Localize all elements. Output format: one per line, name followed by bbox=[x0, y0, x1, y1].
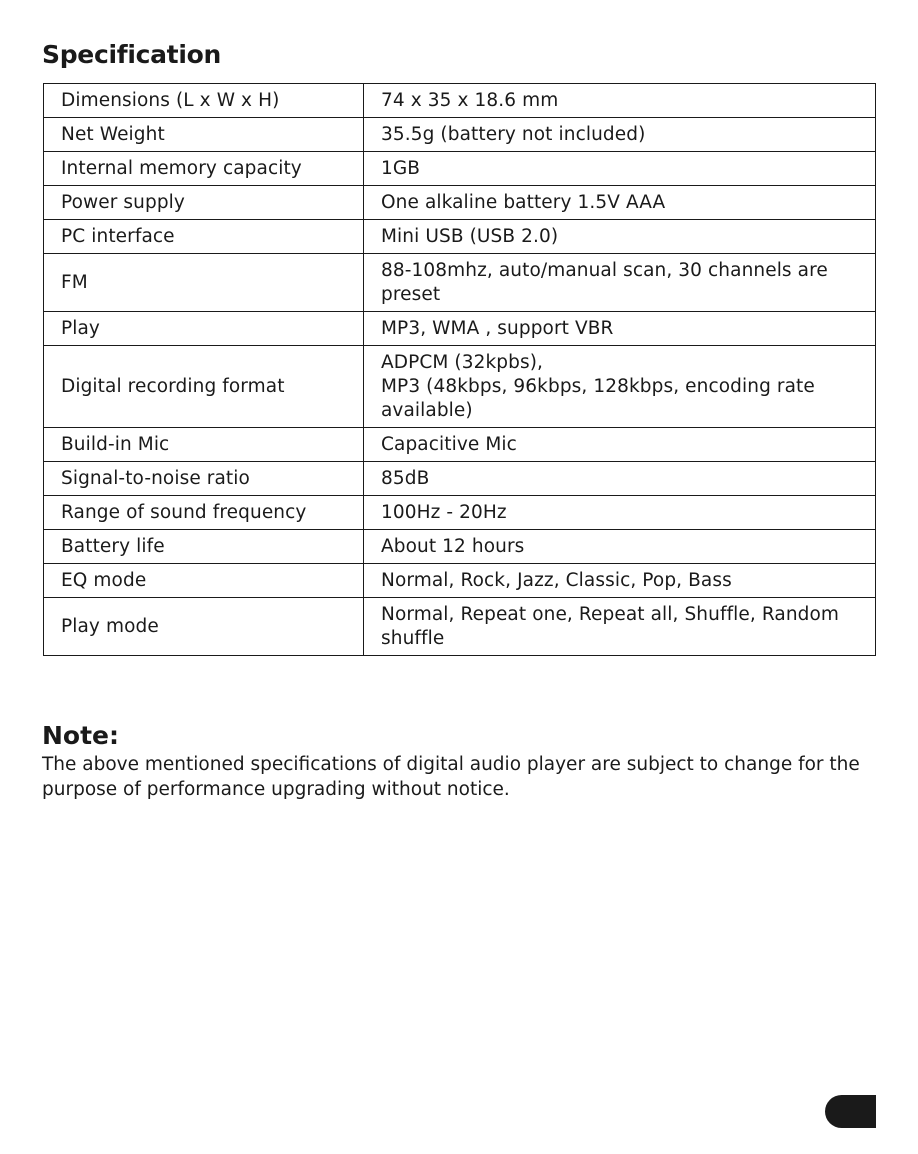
spec-value: 100Hz - 20Hz bbox=[364, 496, 876, 530]
table-row bbox=[44, 254, 876, 312]
spec-value: MP3, WMA , support VBR bbox=[364, 312, 876, 346]
spec-label: Play bbox=[44, 312, 364, 346]
table-row bbox=[44, 118, 876, 152]
spec-value: 88-108mhz, auto/manual scan, 30 channels are preset bbox=[364, 254, 876, 312]
spec-label: Power supply bbox=[44, 186, 364, 220]
table-row bbox=[44, 428, 876, 462]
spec-label: Digital recording format bbox=[44, 346, 364, 428]
page-title: Specification bbox=[42, 40, 221, 69]
spec-label: Play mode bbox=[44, 598, 364, 656]
spec-label: Build-in Mic bbox=[44, 428, 364, 462]
table-row bbox=[44, 186, 876, 220]
spec-value: One alkaline battery 1.5V AAA bbox=[364, 186, 876, 220]
spec-value: Capacitive Mic bbox=[364, 428, 876, 462]
spec-label: Battery life bbox=[44, 530, 364, 564]
table-row bbox=[44, 564, 876, 598]
page-tab-marker bbox=[825, 1095, 876, 1128]
table-row bbox=[44, 598, 876, 656]
spec-value: Normal, Repeat one, Repeat all, Shuffle, Random shuffle bbox=[364, 598, 876, 656]
spec-value: Normal, Rock, Jazz, Classic, Pop, Bass bbox=[364, 564, 876, 598]
spec-value: 1GB bbox=[364, 152, 876, 186]
table-row bbox=[44, 152, 876, 186]
table-row bbox=[44, 84, 876, 118]
table-row bbox=[44, 220, 876, 254]
spec-value: Mini USB (USB 2.0) bbox=[364, 220, 876, 254]
spec-label: Internal memory capacity bbox=[44, 152, 364, 186]
spec-label: PC interface bbox=[44, 220, 364, 254]
spec-label: Dimensions (L x W x H) bbox=[44, 84, 364, 118]
note-text: The above mentioned specifications of digital audio player are subject to change for the purpose of performance upgrading without notice. bbox=[42, 754, 860, 800]
spec-value: About 12 hours bbox=[364, 530, 876, 564]
spec-label: Net Weight bbox=[44, 118, 364, 152]
spec-value: ADPCM (32kpbs), MP3 (48kbps, 96kbps, 128kbps, encoding rate available) bbox=[364, 346, 876, 428]
spec-value: 85dB bbox=[364, 462, 876, 496]
spec-label: Signal-to-noise ratio bbox=[44, 462, 364, 496]
spec-label: FM bbox=[44, 254, 364, 312]
spec-table bbox=[43, 83, 876, 656]
table-row bbox=[44, 312, 876, 346]
table-row bbox=[44, 462, 876, 496]
spec-label: EQ mode bbox=[44, 564, 364, 598]
note-title: Note: bbox=[42, 721, 120, 750]
spec-value: 74 x 35 x 18.6 mm bbox=[364, 84, 876, 118]
spec-label: Range of sound frequency bbox=[44, 496, 364, 530]
table-row bbox=[44, 496, 876, 530]
table-row bbox=[44, 530, 876, 564]
table-row bbox=[44, 346, 876, 428]
spec-value: 35.5g (battery not included) bbox=[364, 118, 876, 152]
